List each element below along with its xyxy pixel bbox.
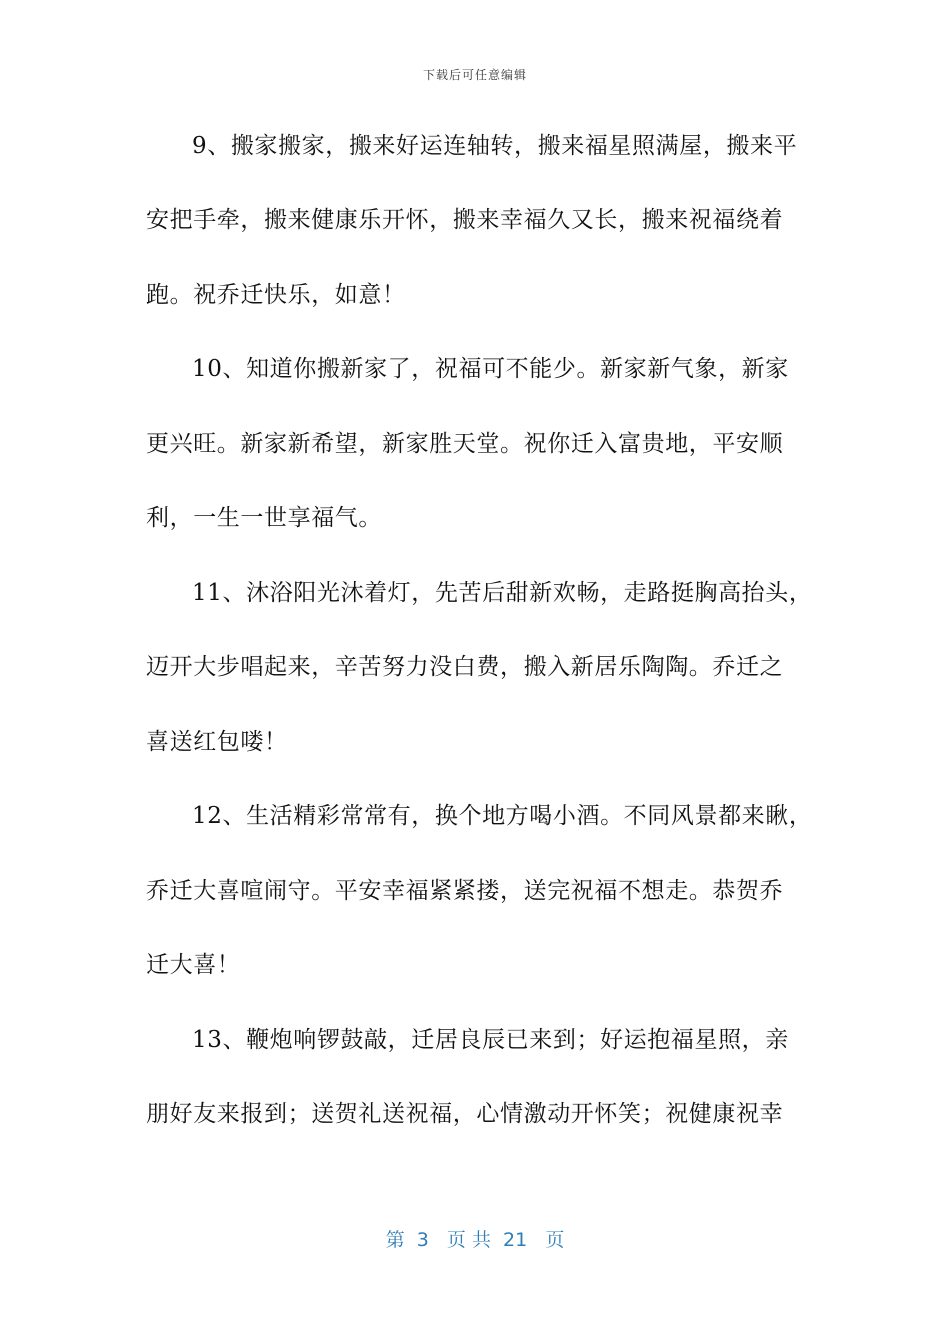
paragraph-9-line-3: 跑。祝乔迁快乐，如意！ (146, 282, 406, 308)
paragraph-11-line-1: 11、沐浴阳光沐着灯，先苦后甜新欢畅，走路挺胸高抬头， (192, 580, 812, 606)
paragraph-10-line-2: 更兴旺。新家新希望，新家胜天堂。祝你迁入富贵地，平安顺 (146, 431, 784, 457)
paragraph-9-line-2: 安把手牵，搬来健康乐开怀，搬来幸福久又长，搬来祝福绕着 (146, 207, 784, 233)
paragraph-12-line-3: 迁大喜！ (146, 952, 241, 978)
paragraph-11-line-2: 迈开大步唱起来，辛苦努力没白费，搬入新居乐陶陶。乔迁之 (146, 654, 784, 680)
paragraph-12-line-1: 12、生活精彩常常有，换个地方喝小酒。不同风景都来瞅， (192, 803, 812, 829)
paragraph-9-line-1: 9、搬家搬家，搬来好运连轴转，搬来福星照满屋，搬来平 (192, 133, 798, 159)
paragraph-13-line-2: 朋好友来报到；送贺礼送祝福，心情激动开怀笑；祝健康祝幸 (146, 1101, 784, 1127)
paragraph-10-line-3: 利，一生一世享福气。 (146, 505, 382, 531)
paragraph-10-line-1: 10、知道你搬新家了，祝福可不能少。新家新气象，新家 (192, 356, 789, 382)
header-note: 下载后可任意编辑 (422, 68, 527, 82)
paragraph-12-line-2: 乔迁大喜喧闹守。平安幸福紧紧搂，送完祝福不想走。恭贺乔 (146, 878, 784, 904)
page-number-footer: 第 3 页 共 21 页 (385, 1229, 565, 1251)
paragraph-13-line-1: 13、鞭炮响锣鼓敲，迁居良辰已来到；好运抱福星照，亲 (192, 1027, 789, 1053)
paragraph-11-line-3: 喜送红包喽！ (146, 729, 288, 755)
